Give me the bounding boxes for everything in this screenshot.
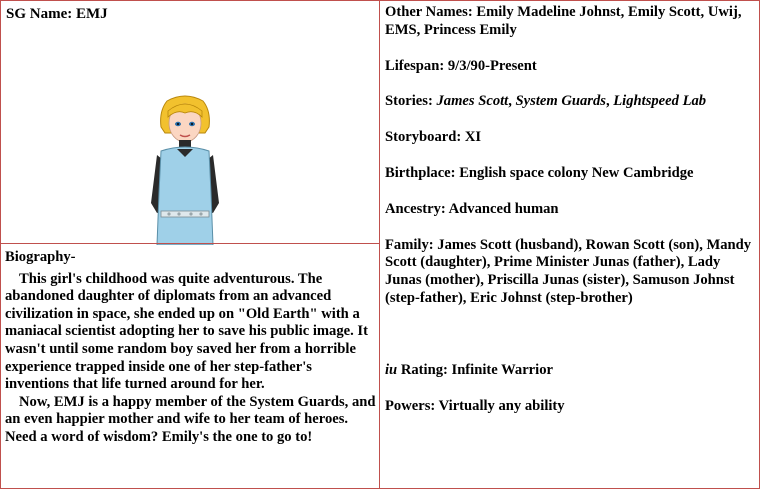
character-portrait xyxy=(139,93,231,245)
lifespan-field xyxy=(385,58,753,76)
family-value: James Scott (husband), Rowan Scott (son), Mandy Scott (daughter), Prime Minister Junas (father), Lady Junas (mother), Priscilla Junas (sister), Samuson Johnst (step-father), Eric Johnst (step-brother) xyxy=(385,236,752,306)
stories-field: Stories: James Scott, System Guards, Lightspeed Lab xyxy=(385,93,707,110)
portrait-cell xyxy=(0,0,380,244)
biography-paragraph-1: This girl's childhood was quite adventurous. The abandoned daughter of diplomats from an advanced civilization in space, she ended up on "Old Earth" with a maniacal scientist adopting her to save his public image. It wasn't until some random boy saved her from a horrible experience trapped inside one of her step-father's inventions that life turned around for her. xyxy=(5,270,368,393)
rating-prefix: iu xyxy=(385,361,398,378)
profile-cell xyxy=(379,0,760,489)
biography-paragraph-2: Now, EMJ is a happy member of the System Guards, and an even happier mother and wife to her team of heroes. Need a word of wisdom? Emily's the one to go to! xyxy=(5,393,376,445)
powers-field xyxy=(385,398,753,416)
rating-label: Rating: xyxy=(400,361,448,378)
family-label: Family: xyxy=(385,236,434,253)
other-names-field xyxy=(385,4,753,40)
ancestry-value: Advanced human xyxy=(448,200,559,217)
story-2: System Guards xyxy=(515,93,606,110)
profile-fields xyxy=(385,4,753,415)
storyboard-value: XI xyxy=(464,129,482,146)
birthplace-field xyxy=(385,165,753,183)
family-field xyxy=(385,237,753,308)
lifespan-value: 9/3/90-Present xyxy=(447,57,537,74)
other-names-label: Other Names: xyxy=(385,4,473,20)
birthplace-value: English space colony New Cambridge xyxy=(459,164,694,181)
sg-name-value: EMJ xyxy=(76,6,108,22)
lifespan-label: Lifespan: xyxy=(385,57,445,74)
biography-cell xyxy=(0,243,380,489)
rating-value: Infinite Warrior xyxy=(451,361,553,378)
powers-value: Virtually any ability xyxy=(438,397,565,414)
rating-field xyxy=(385,362,753,380)
sg-name-label: SG Name: xyxy=(6,6,73,22)
storyboard-field xyxy=(385,129,753,147)
sg-name xyxy=(6,6,108,23)
ancestry-field xyxy=(385,201,753,219)
story-3: Lightspeed Lab xyxy=(613,93,707,110)
other-names-value: Emily Madeline Johnst, Emily Scott, Uwij, EMS, Princess Emily xyxy=(385,4,742,38)
powers-label: Powers: xyxy=(385,397,436,414)
biography-heading: Biography- xyxy=(5,249,76,265)
biography xyxy=(5,249,377,447)
storyboard-label: Storyboard: xyxy=(385,129,462,146)
birthplace-label: Birthplace: xyxy=(385,164,456,181)
ancestry-label: Ancestry: xyxy=(385,200,446,217)
stories-label: Stories: xyxy=(385,93,433,110)
story-1: James Scott xyxy=(436,93,509,110)
